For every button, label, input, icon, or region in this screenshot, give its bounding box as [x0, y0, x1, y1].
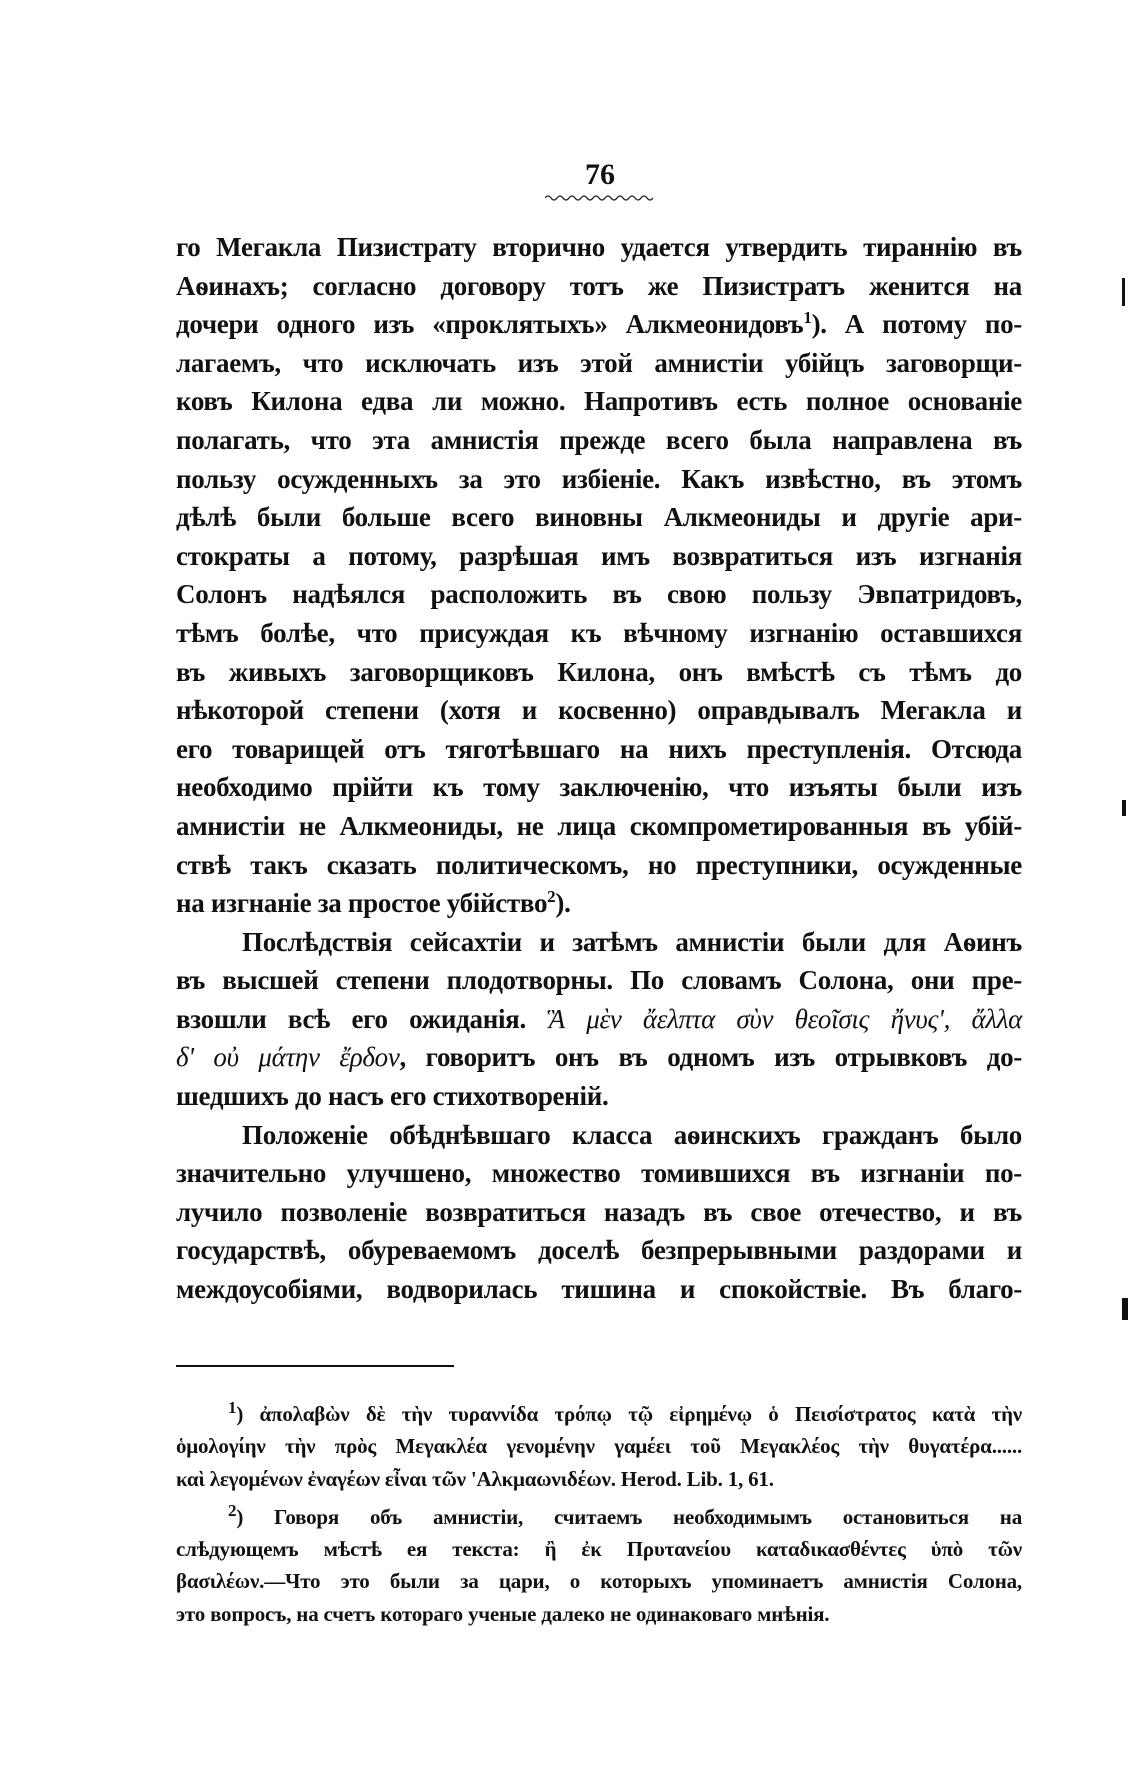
line-text: Аѳинахъ; согласно договору тотъ же Пизистратъ женится на	[176, 270, 1022, 301]
line-text: шедшихъ до насъ его стихотвореній.	[176, 1081, 609, 1112]
line-text-continued: ).	[555, 888, 571, 919]
line-text: въ живыхъ заговорщиковъ Килона, онъ вмѣстѣ съ тѣмъ до	[176, 656, 1022, 687]
line-text: го Мегакла Пизистрату вторично удается утвердить тираннію въ	[176, 232, 1022, 262]
footnotes	[176, 1398, 1022, 1630]
text-line	[176, 730, 1022, 769]
greek-quote: Ἃ μὲν ἄελπτα σὺν θεοῖσις ἤνυς', ἄλλα	[547, 1003, 1022, 1034]
line-text: нѣкоторой степени (хотя и косвенно) оправдывалъ Мегакла и	[176, 695, 1022, 726]
text-line	[176, 537, 1022, 576]
line-text: это вопросъ, на счетъ котораго ученые далеко не одинаковаго мнѣнія.	[176, 1601, 830, 1626]
line-text: дочери одного изъ «проклятыхъ» Алкмеонидовъ	[176, 309, 804, 340]
footnote-line	[176, 1501, 1022, 1533]
text-line	[176, 884, 1022, 923]
line-text: лучило позволеніе возвратиться назадъ въ свое отечество, и въ	[176, 1196, 1022, 1227]
page-number-ornament	[545, 194, 655, 202]
line-text: дѣлѣ были больше всего виновны Алкмеониды и другіе ари-	[176, 502, 1022, 533]
text-line	[176, 228, 1022, 267]
line-text: ὁμολογίην τὴν πρὸς Μεγακλέα γενομένην γαμέει τοῦ Μεγακλέος τὴν θυγατέρα......	[176, 1434, 1022, 1459]
line-text: лагаемъ, что исключать изъ этой амнистіи убійцъ заговорщи-	[176, 347, 1022, 378]
line-text: Солонъ надѣялся расположить въ свою пользу Эвпатридовъ,	[176, 579, 1022, 610]
line-text: междоусобіями, водворилась тишина и спокойствіе. Въ благо-	[176, 1274, 1022, 1305]
footnote-marker: 2	[228, 1500, 237, 1520]
text-line	[176, 1038, 1022, 1077]
margin-mark-bottom	[1122, 1298, 1128, 1320]
footnote-line	[176, 1565, 1022, 1597]
line-text: βασιλέων.—Что это были за цари, о которыхъ упоминаетъ амнистія Солона,	[176, 1569, 1022, 1594]
line-text: значительно улучшено, множество томившихся въ изгнаніи по-	[176, 1158, 1022, 1189]
text-line	[176, 846, 1022, 885]
footnote-separator	[176, 1365, 454, 1367]
text-line	[176, 305, 1022, 344]
footnote-line	[176, 1398, 1022, 1430]
line-text: стократы а потому, разрѣшая имъ возвратиться изъ изгнанія	[176, 540, 1022, 571]
line-text: Послѣдствія сейсахтіи и затѣмъ амнистіи были для Аѳинъ	[242, 926, 1022, 957]
footnote-line	[176, 1598, 1022, 1630]
margin-mark-middle	[1122, 800, 1126, 816]
line-text: ствѣ такъ сказать политическомъ, но преступники, осужденные	[176, 849, 1022, 880]
text-line	[176, 653, 1022, 692]
line-text: полагать, что эта амнистія прежде всего была направлена въ	[176, 424, 1022, 455]
footnote-line	[176, 1533, 1022, 1565]
footnote-line	[176, 1463, 1022, 1495]
line-text: на изгнаніе за простое убійство	[176, 888, 548, 919]
text-line	[176, 614, 1022, 653]
page-number: 76	[585, 158, 615, 191]
text-line	[176, 923, 1022, 962]
line-text: слѣдующемъ мѣстѣ ея текста: ἢ ἐκ Πρυτανείου καταδικασθέντες ὑπὸ τῶν	[176, 1537, 1022, 1562]
text-line	[176, 807, 1022, 846]
line-text: Положеніе обѣднѣвшаго класса аѳинскихъ гражданъ было	[242, 1119, 1022, 1150]
line-text: καὶ λεγομένων ἐναγέων εἶναι τῶν 'Αλκμαωνιδέων. Herod. Lib. 1, 61.	[176, 1466, 774, 1491]
body-text	[176, 228, 1022, 1309]
text-line	[176, 1231, 1022, 1270]
line-text: государствѣ, обуреваемомъ доселѣ безпрерывными раздорами и	[176, 1235, 1022, 1266]
text-line	[176, 1116, 1022, 1155]
footnote-marker: 1	[228, 1398, 237, 1417]
line-text: необходимо прійти къ тому заключенію, что изъяты были изъ	[176, 772, 1022, 803]
text-line	[176, 344, 1022, 383]
text-line	[176, 691, 1022, 730]
line-text: тѣмъ болѣе, что присуждая къ вѣчному изгнанію оставшихся	[176, 617, 1022, 648]
line-text: ковъ Килона едва ли можно. Напротивъ есть полное основаніе	[176, 386, 1022, 417]
line-text: ) Говоря объ амнистіи, считаемъ необходимымъ остановиться на	[236, 1504, 1022, 1529]
line-text-continued: , говоритъ онъ въ одномъ изъ отрывковъ до-	[399, 1042, 1022, 1073]
text-line	[176, 768, 1022, 807]
text-line	[176, 498, 1022, 537]
line-text: амнистіи не Алкмеониды, не лица скомпрометированныя въ убій-	[176, 810, 1022, 841]
margin-mark-top	[1122, 278, 1125, 306]
text-line	[176, 421, 1022, 460]
line-text-continued: ). А потому по-	[811, 309, 1022, 340]
text-line	[176, 575, 1022, 614]
line-text: въ высшей степени плодотворны. По словамъ Солона, они пре-	[176, 965, 1022, 996]
text-line	[176, 1193, 1022, 1232]
line-text: его товарищей отъ тяготѣвшаго на нихъ преступленія. Отсюда	[176, 733, 1022, 764]
line-text: ) ἀπολαβὼν δὲ τὴν τυραννίδα τρόπῳ τῷ εἰρημένῳ ὁ Πεισίστρατος κατὰ τὴν	[236, 1402, 1022, 1426]
text-line	[176, 460, 1022, 499]
footnote-reference: 1	[803, 308, 812, 328]
text-line	[176, 267, 1022, 306]
text-line	[176, 1154, 1022, 1193]
greek-quote: δ' οὐ μάτην ἔρδον	[176, 1042, 400, 1073]
line-text: взошли всѣ его ожиданія.	[176, 1003, 548, 1034]
text-line	[176, 961, 1022, 1000]
text-line	[176, 1000, 1022, 1039]
text-line	[176, 382, 1022, 421]
text-line	[176, 1077, 1022, 1116]
footnote-reference: 2	[547, 887, 556, 907]
text-line	[176, 1270, 1022, 1309]
line-text: пользу осужденныхъ за это избіеніе. Какъ извѣстно, въ этомъ	[176, 463, 1022, 494]
footnote-line	[176, 1430, 1022, 1462]
